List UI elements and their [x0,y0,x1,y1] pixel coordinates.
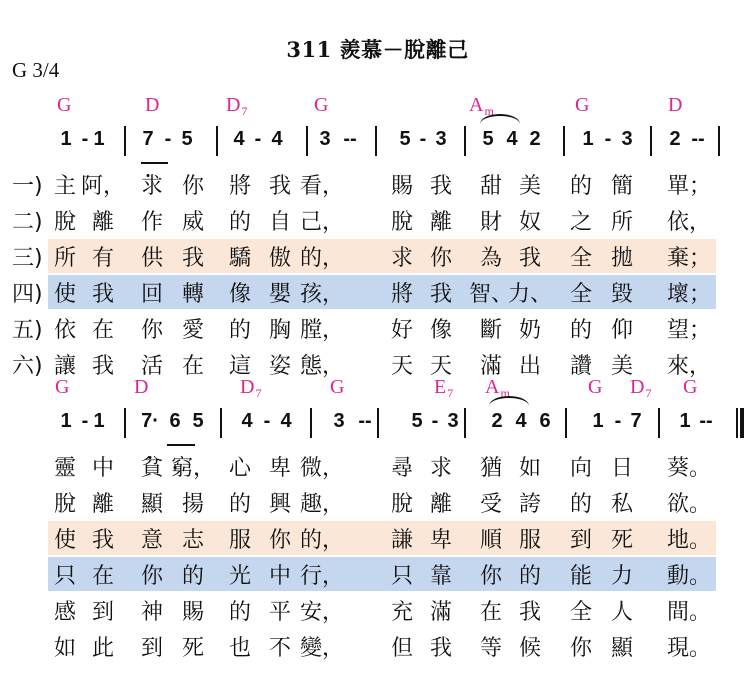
lyric-syllable: 變， [299,636,345,661]
note: - [263,410,271,432]
note: 5 [192,410,204,432]
verse-label: 四) [12,282,43,307]
lyric-syllable: 讓 [53,354,77,379]
lyric-syllable: 離 [91,492,115,517]
lyric-syllable: 平 [268,600,292,625]
lyric-syllable: 在 [91,318,115,343]
lyric-syllable: 滿 [479,354,503,379]
bar-line [563,126,565,156]
chord-root: D [630,376,645,398]
note: -- [691,128,705,150]
chord-symbol [314,94,328,117]
lyric-syllable: 你 [479,564,503,589]
lyric-syllable: 心 [228,456,252,481]
lyric-syllable: 仰 [610,318,634,343]
lyric-syllable: 在 [91,564,115,589]
note: 6 [539,410,551,432]
bar-line [565,408,567,438]
lyric-syllable: 死 [181,636,205,661]
lyric-syllable: 等 [479,636,503,661]
lyric-syllable: 的 [569,174,593,199]
lyric-syllable: 順 [479,528,503,553]
note: - [81,410,89,432]
lyric-syllable: 出 [518,354,542,379]
lyric-syllable: 我 [91,354,115,379]
lyric-syllable: 我 [91,528,115,553]
lyric-syllable: 現。 [666,636,712,661]
lyric-syllable: 如 [518,456,542,481]
lyric-syllable: 離 [429,210,453,235]
note: -- [358,410,372,432]
lyric-syllable: 顯 [610,636,634,661]
eighth-underline [141,162,168,164]
lyric-syllable: 態， [299,354,345,379]
note: - [164,128,172,150]
note: 3 [333,410,345,432]
eighth-underline [167,444,195,446]
lyric-syllable: 奴 [518,210,542,235]
lyric-syllable: 依 [53,318,77,343]
lyric-syllable: 全 [569,246,593,271]
lyric-syllable: 靠 [429,564,453,589]
verse-label: 一) [12,174,43,199]
lyric-syllable: 欲。 [666,492,712,517]
lyric-syllable: 靈 [53,456,77,481]
bar-line [124,408,126,438]
lyric-syllable: 我 [91,282,115,307]
lyric-syllable: 賜 [181,600,205,625]
lyric-syllable: 活 [140,354,164,379]
note: 7 [142,128,154,150]
lyric-syllable: 使 [53,528,77,553]
chord-root: G [57,94,72,116]
lyric-syllable: 動。 [666,564,712,589]
note: - [419,128,427,150]
lyric-syllable: 轉 [181,282,205,307]
lyric-syllable: 自 [268,210,292,235]
lyric-syllable: 志 [181,528,205,553]
lyric-syllable: 作 [140,210,164,235]
lyric-syllable: 不 [268,636,292,661]
lyric-syllable: 只 [390,564,414,589]
lyric-syllable: 中 [268,564,292,589]
lyric-syllable: 揚 [181,492,205,517]
lyric-syllable: 全 [569,282,593,307]
lyric-syllable: 我 [181,246,205,271]
chord-symbol [226,94,247,119]
note: 2 [529,128,541,150]
lyric-syllable: 天 [429,354,453,379]
note: - [431,410,439,432]
note: 4 [506,128,518,150]
lyric-syllable: 的 [228,600,252,625]
chord-symbol [57,94,71,117]
chord-root: G [588,376,603,398]
chord-symbol [145,94,159,117]
slur [480,114,520,124]
lyric-syllable: 孩， [299,282,345,307]
lyric-syllable: 你 [181,174,205,199]
lyric-syllable: 死 [610,528,634,553]
chord-root: A [469,94,484,116]
lyric-syllable: 簡 [610,174,634,199]
bar-line [306,126,308,156]
note: 5 [181,128,193,150]
chord-quality: m [500,386,510,400]
lyric-syllable: 力、 [507,282,553,307]
lyric-syllable: 阿， [80,174,126,199]
note: 4 [280,410,292,432]
lyric-syllable: 主 [53,174,77,199]
lyric-syllable: 尋 [390,456,414,481]
note: -- [699,410,713,432]
bar-line [216,126,218,156]
chord-root: G [314,94,329,116]
note: 1 [93,128,105,150]
verse-label: 二) [12,210,43,235]
lyric-syllable: 服 [228,528,252,553]
note: - [614,410,622,432]
bar-line [658,408,660,438]
lyric-syllable: 只 [53,564,77,589]
lyric-syllable: 人 [610,600,634,625]
lyric-syllable: 私 [610,492,634,517]
lyric-syllable: 力 [610,564,634,589]
lyric-syllable: 供 [140,246,164,271]
lyric-syllable: 好 [390,318,414,343]
lyric-syllable: 窮， [170,456,216,481]
lyric-syllable: 感 [53,600,77,625]
chord-quality: m [484,104,494,118]
lyric-syllable: 間。 [666,600,712,625]
bar-line [375,126,377,156]
lyric-syllable: 如 [53,636,77,661]
chord-root: E [434,376,447,398]
bar-line [124,126,126,156]
lyric-syllable: 我 [268,174,292,199]
chord-root: D [145,94,160,116]
lyric-syllable: 己， [299,210,345,235]
lyric-syllable: 興 [268,492,292,517]
bar-line [650,126,652,156]
chord-root: D [134,376,149,398]
chord-root: D [668,94,683,116]
chord-root: G [575,94,590,116]
lyric-syllable: 求 [140,174,164,199]
lyric-syllable: 拋 [610,246,634,271]
verse-label: 五) [12,318,43,343]
lyric-syllable: 我 [429,282,453,307]
bar-line [464,126,466,156]
lyric-syllable: 服 [518,528,542,553]
lyric-syllable: 誇 [518,492,542,517]
lyric-syllable: 像 [228,282,252,307]
note: - [254,128,262,150]
note: 2 [491,410,503,432]
note: 1 [582,128,594,150]
chord-symbol [683,376,697,399]
note: 3 [621,128,633,150]
lyric-syllable: 美 [518,174,542,199]
lyric-syllable: 脫 [53,210,77,235]
lyric-syllable: 的 [228,210,252,235]
lyric-syllable: 也 [228,636,252,661]
lyric-syllable: 滿 [429,600,453,625]
chord-root: G [683,376,698,398]
chord-root: D [226,94,241,116]
lyric-syllable: 你 [569,636,593,661]
chord-symbol [575,94,589,117]
final-bar-line [740,408,744,438]
lyric-syllable: 依， [666,210,712,235]
lyric-syllable: 天 [390,354,414,379]
lyric-syllable: 斷 [479,318,503,343]
lyric-syllable: 求 [390,246,414,271]
lyric-syllable: 將 [390,282,414,307]
lyric-syllable: 棄； [666,246,712,271]
lyric-syllable: 受 [479,492,503,517]
lyric-syllable: 到 [91,600,115,625]
lyric-syllable: 我 [429,174,453,199]
lyric-syllable: 貧 [140,456,164,481]
chord-quality: 7 [241,104,248,118]
bar-line [310,408,312,438]
verse-label: 六) [12,354,43,379]
lyric-syllable: 傲 [268,246,292,271]
lyric-syllable: 膛， [299,318,345,343]
note: -- [343,128,357,150]
lyric-syllable: 你 [140,564,164,589]
lyric-syllable: 脫 [390,492,414,517]
lyric-syllable: 使 [53,282,77,307]
lyric-syllable: 中 [91,456,115,481]
lyric-syllable: 所 [53,246,77,271]
lyric-syllable: 的 [569,318,593,343]
lyric-syllable: 全 [569,600,593,625]
chord-symbol [134,376,148,399]
lyric-syllable: 猶 [479,456,503,481]
lyric-syllable: 你 [140,318,164,343]
lyric-syllable: 單； [666,174,712,199]
chord-symbol [240,376,261,401]
note: 1 [60,410,72,432]
lyric-syllable: 的 [518,564,542,589]
lyric-syllable: 到 [569,528,593,553]
lyric-syllable: 將 [228,174,252,199]
lyric-syllable: 脫 [53,492,77,517]
chord-symbol [668,94,682,117]
lyric-syllable: 光 [228,564,252,589]
lyric-syllable: 求 [429,456,453,481]
lyric-syllable: 的 [228,492,252,517]
lyric-syllable: 離 [91,210,115,235]
lyric-syllable: 行， [299,564,345,589]
bar-line [464,408,466,438]
key-signature: G 3/4 [12,58,60,82]
chord-quality: 7 [447,386,454,400]
lyric-syllable: 望； [666,318,712,343]
lyric-syllable: 美 [610,354,634,379]
lyric-syllable: 甜 [479,174,503,199]
lyric-syllable: 地。 [666,528,712,553]
chord-symbol [434,376,453,401]
lyric-syllable: 安， [299,600,345,625]
note: 6 [169,410,181,432]
chord-symbol [588,376,602,399]
lyric-syllable: 但 [390,636,414,661]
lyric-syllable: 趣， [299,492,345,517]
lyric-syllable: 回 [140,282,164,307]
note: 4 [515,410,527,432]
slur [489,396,529,406]
lyric-syllable: 能 [569,564,593,589]
note: 1 [93,410,105,432]
lyric-syllable: 向 [569,456,593,481]
note: 4 [271,128,283,150]
lyric-syllable: 在 [181,354,205,379]
lyric-syllable: 意 [140,528,164,553]
note: 1 [592,410,604,432]
lyric-syllable: 到 [140,636,164,661]
note: - [81,128,89,150]
chord-root: D [240,376,255,398]
lyric-syllable: 驕 [228,246,252,271]
note: 5 [482,128,494,150]
chord-root: G [330,376,345,398]
lyric-syllable: 充 [390,600,414,625]
lyric-syllable: 卑 [429,528,453,553]
note: 3 [435,128,447,150]
note: 7· [141,410,159,432]
lyric-syllable: 讚 [569,354,593,379]
chord-root: G [55,376,70,398]
lyric-syllable: 神 [140,600,164,625]
bar-line [377,408,379,438]
song-title: 311 羨慕－脫離己 [286,37,469,62]
bar-line [718,126,720,156]
lyric-syllable: 像 [429,318,453,343]
lyric-syllable: 顯 [140,492,164,517]
note: 1 [60,128,72,150]
lyric-syllable: 我 [429,636,453,661]
chord-symbol [55,376,69,399]
lyric-syllable: 在 [479,600,503,625]
lyric-syllable: 之 [569,210,593,235]
lyric-syllable: 為 [479,246,503,271]
note: 4 [233,128,245,150]
lyric-syllable: 有 [91,246,115,271]
note: 5 [399,128,411,150]
lyric-syllable: 賜 [390,174,414,199]
verse-label: 三) [12,246,43,271]
lyric-syllable: 智、 [468,282,514,307]
lyric-syllable: 威 [181,210,205,235]
lyric-syllable: 嬰 [268,282,292,307]
lyric-syllable: 脫 [390,210,414,235]
lyric-syllable: 的 [569,492,593,517]
chord-quality: 7 [645,386,652,400]
note: 5 [411,410,423,432]
bar-line [220,408,222,438]
lyric-syllable: 的， [299,528,345,553]
lyric-syllable: 胸 [268,318,292,343]
lyric-syllable: 我 [518,246,542,271]
lyric-syllable: 離 [429,492,453,517]
lyric-syllable: 所 [610,210,634,235]
note: 2 [669,128,681,150]
lyric-syllable: 謙 [390,528,414,553]
chord-root: A [485,376,500,398]
lyric-syllable: 奶 [518,318,542,343]
note: 4 [241,410,253,432]
lyric-syllable: 的 [181,564,205,589]
lyric-syllable: 的， [299,246,345,271]
lyric-syllable: 葵。 [666,456,712,481]
chord-symbol [330,376,344,399]
lyric-syllable: 這 [228,354,252,379]
lyric-syllable: 來， [666,354,712,379]
lyric-syllable: 的 [228,318,252,343]
lyric-syllable: 卑 [268,456,292,481]
lyric-syllable: 看， [299,174,345,199]
chord-symbol [630,376,651,401]
note: 3 [319,128,331,150]
note: 1 [679,410,691,432]
lyric-syllable: 你 [268,528,292,553]
lyric-syllable: 微， [299,456,345,481]
note: 3 [447,410,459,432]
lyric-syllable: 候 [518,636,542,661]
note: - [604,128,612,150]
note: 7 [630,410,642,432]
lyric-syllable: 此 [91,636,115,661]
lyric-syllable: 壞； [666,282,712,307]
lyric-syllable: 我 [518,600,542,625]
final-bar-line [736,408,738,438]
lyric-syllable: 日 [610,456,634,481]
lyric-syllable: 你 [429,246,453,271]
lyric-syllable: 財 [479,210,503,235]
chord-quality: 7 [255,386,262,400]
lyric-syllable: 毀 [610,282,634,307]
lyric-syllable: 姿 [268,354,292,379]
lyric-syllable: 愛 [181,318,205,343]
